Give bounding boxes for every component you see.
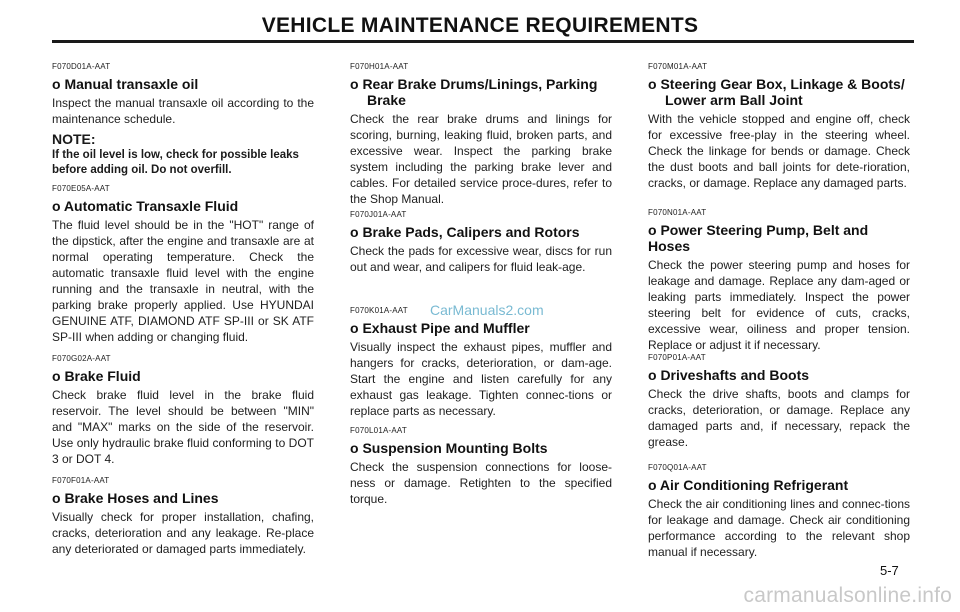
- section-code: F070L01A-AAT: [350, 426, 407, 435]
- section-code: F070N01A-AAT: [648, 208, 707, 217]
- section-body: Check the suspension connections for loose-ness or damage. Retighten to the specified torque.: [350, 460, 612, 506]
- title-rule: [52, 40, 914, 43]
- section-body: With the vehicle stopped and engine off, check for excessive free-play in the steering wheel. Check the linkage for bends or damage. Check the dust boots and ball joints for dete-rioration, cracks, or damage. Replace any damaged parts.: [648, 112, 910, 190]
- section-heading: o Brake Hoses and Lines: [52, 490, 219, 506]
- section-code: F070D01A-AAT: [52, 62, 111, 71]
- section-body: Inspect the manual transaxle oil according to the maintenance schedule.: [52, 96, 314, 126]
- section-manual-transaxle-oil: [52, 62, 314, 178]
- section-heading: o Brake Fluid: [52, 368, 141, 384]
- section-code: F070Q01A-AAT: [648, 463, 707, 472]
- section-heading: o Brake Pads, Calipers and Rotors: [350, 224, 580, 240]
- section-body: Check the air conditioning lines and connec-tions for leakage and damage. Check air conditioning performance according to the relevant shop manual if necessary.: [648, 497, 910, 559]
- section-body: Check brake fluid level in the brake fluid reservoir. The level should be between "MIN" and "MAX" marks on the side of the reservoir. Use only hydraulic brake fluid conforming to DOT 3 or DOT 4.: [52, 388, 314, 466]
- section-brake-hoses-lines: [52, 476, 314, 557]
- section-heading: o Exhaust Pipe and Muffler: [350, 320, 530, 336]
- section-heading: o Suspension Mounting Bolts: [350, 440, 548, 456]
- section-brake-fluid: [52, 354, 314, 467]
- footer-watermark: carmanualsonline.info: [743, 584, 952, 607]
- note-label: NOTE:: [52, 131, 96, 147]
- section-rear-brake-drums: [350, 62, 612, 207]
- section-body: Check the pads for excessive wear, discs for run out and wear, and calipers for fluid leak-age.: [350, 244, 612, 274]
- section-code: F070H01A-AAT: [350, 62, 409, 71]
- section-steering-gear-box: [648, 62, 910, 191]
- section-body: Check the rear brake drums and linings for scoring, burning, leaking fluid, broken parts, and excessive wear. Inspect the parking brake system including the parking brake lever and cables. For detailed service proce-dures, refer to the Shop Manual.: [350, 112, 612, 206]
- section-code: F070M01A-AAT: [648, 62, 708, 71]
- section-code: F070G02A-AAT: [52, 354, 111, 363]
- page-number: 5-7: [880, 563, 899, 578]
- section-code: F070J01A-AAT: [350, 210, 407, 219]
- section-heading: o Power Steering Pump, Belt and Hoses: [648, 222, 869, 254]
- note-text: If the oil level is low, check for possible leaks before adding oil. Do not overfill.: [52, 149, 299, 176]
- section-code: F070P01A-AAT: [648, 353, 706, 362]
- section-code: F070F01A-AAT: [52, 476, 110, 485]
- section-suspension-bolts: [350, 426, 612, 507]
- section-body: Check the drive shafts, boots and clamps for cracks, deterioration, or damage. Replace any damaged parts and, if necessary, repack the grease.: [648, 387, 910, 449]
- section-heading: o Rear Brake Drums/Linings, Parking Brake: [350, 76, 598, 108]
- section-code: F070K01A-AAT: [350, 306, 408, 315]
- section-heading: o Driveshafts and Boots: [648, 367, 810, 383]
- center-watermark: CarManuals2.com: [430, 302, 544, 318]
- page-title: VEHICLE MAINTENANCE REQUIREMENTS: [261, 14, 699, 37]
- section-automatic-transaxle-fluid: [52, 184, 314, 345]
- section-body: Check the power steering pump and hoses for leakage and damage. Replace any dam-aged or leaking parts immediately. Inspect the power steering belt for evidence of cuts, cracks, excessive wear, oiliness and proper tension. Replace or adjust it if necessary.: [648, 258, 910, 352]
- section-body: Visually inspect the exhaust pipes, muffler and hangers for cracks, deterioration, or dam-age. Start the engine and listen carefully for any exhaust gas leakage. Tighten connec-tions or replace parts as necessary.: [350, 340, 612, 418]
- section-heading: o Manual transaxle oil: [52, 76, 199, 92]
- section-power-steering-pump: [648, 208, 910, 353]
- section-heading: o Automatic Transaxle Fluid: [52, 198, 239, 214]
- section-air-conditioning: [648, 463, 910, 560]
- section-exhaust-pipe: [350, 306, 612, 419]
- section-heading: o Steering Gear Box, Linkage & Boots/ Lower arm Ball Joint: [648, 76, 905, 108]
- section-body: The fluid level should be in the "HOT" range of the dipstick, after the engine and transaxle are at normal operating temperature. Check the automatic transaxle fluid level with the engine running and the transaxle in neutral, with the parking brake properly applied. Use HYUNDAI GENUINE ATF, DIAMOND ATF SP-III or SK ATF SP-III when adding or changing fluid.: [52, 218, 314, 344]
- section-brake-pads: [350, 210, 612, 275]
- section-code: F070E05A-AAT: [52, 184, 110, 193]
- section-body: Visually check for proper installation, chafing, cracks, deterioration and any leakage. Re-place any deteriorated or damaged parts immediately.: [52, 510, 314, 556]
- section-heading: o Air Conditioning Refrigerant: [648, 477, 849, 493]
- section-driveshafts-boots: [648, 353, 910, 450]
